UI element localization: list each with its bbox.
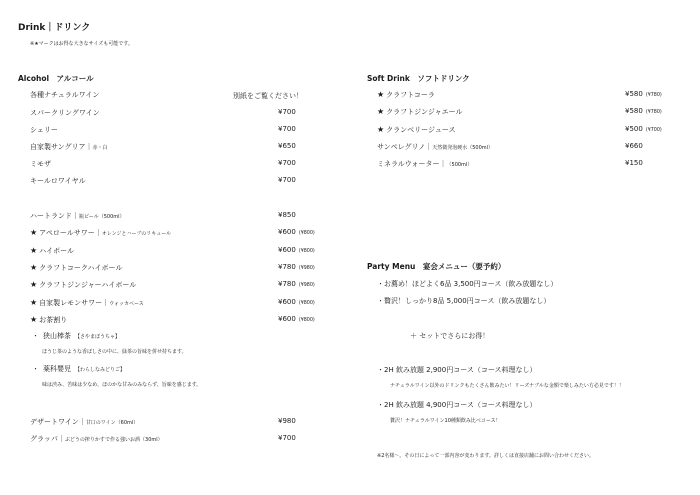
separator: ｜	[439, 160, 447, 169]
alcohol-a-sub: 赤・白	[92, 145, 108, 151]
soft-label: ミネラルウォーター	[377, 160, 440, 169]
alcohol-a-label: シェリー	[30, 126, 58, 134]
star-icon: ★	[377, 90, 385, 99]
soft-label: サンペレグリノ	[377, 142, 426, 151]
set-note: ＋ セットでさらにお得！	[410, 332, 490, 340]
alcohol-b-item	[30, 228, 171, 238]
price-value: ¥980	[278, 417, 296, 425]
tea-item	[32, 364, 125, 374]
alcohol-a-item	[30, 176, 86, 186]
alcohol-a-label: ミモザ	[30, 160, 51, 168]
price-value: ¥700	[278, 159, 296, 167]
alcohol-heading: Alcohol アルコール	[18, 74, 94, 83]
alcohol-b-price	[278, 211, 296, 219]
alcohol-b-label: ハイボール	[39, 246, 75, 255]
alcohol-c-sub: ぶどうの搾りかすで作る強いお酒（30ml）	[64, 437, 163, 443]
large-size-price: (¥980)	[298, 265, 315, 271]
natural-wine-note: 別紙をご覧ください！	[233, 92, 303, 100]
large-size-price: (¥800)	[298, 300, 315, 306]
large-size-price: (¥800)	[298, 248, 315, 254]
price-value: ¥650	[278, 142, 296, 150]
alcohol-c-item	[30, 434, 163, 444]
price-value: ¥700	[278, 434, 296, 442]
alcohol-b-price	[278, 280, 315, 288]
tea-label: 薬科嬰児	[43, 365, 71, 373]
tea-item	[32, 331, 120, 341]
alcohol-b-item	[30, 315, 67, 325]
page-title: Drink｜ドリンク	[18, 23, 91, 33]
alcohol-b-price	[278, 228, 315, 236]
price-value: ¥600	[278, 297, 296, 306]
alcohol-c-label: グラッパ	[30, 435, 58, 443]
star-icon: ★	[30, 297, 38, 307]
alcohol-c-price	[278, 417, 296, 425]
alcohol-b-label: 自家製レモンサワー	[39, 298, 103, 307]
star-icon: ★	[30, 314, 38, 324]
price-value: ¥700	[278, 108, 296, 116]
alcohol-b-item	[30, 263, 122, 273]
soft-label: クラフトジンジャエール	[386, 108, 463, 117]
star-icon: ★	[30, 280, 38, 290]
alcohol-b-label: クラフトコークハイボール	[39, 263, 123, 272]
alcohol-a-price	[278, 142, 296, 150]
soft-price	[625, 159, 643, 167]
soft-price	[625, 142, 643, 150]
alcohol-a-price	[278, 176, 296, 184]
alcohol-b-price	[278, 298, 315, 306]
party-heading: Party Menu 宴会メニュー（要予約）	[367, 262, 506, 271]
price-value: ¥700	[278, 125, 296, 133]
alcohol-a-label: 自家製サングリア	[30, 143, 86, 151]
soft-sub: （500ml）	[446, 162, 473, 169]
star-icon: ★	[30, 245, 38, 255]
large-size-price: (¥780)	[645, 93, 662, 98]
alcohol-b-sub: オレンジとハーブのリキュール	[101, 231, 172, 238]
natural-wine-label: 各種ナチュラルワイン	[30, 91, 100, 99]
separator: ｜	[57, 435, 65, 443]
party-course-2: ・贅沢！しっかり8品 5,000円コース（飲み放題なし）	[377, 297, 551, 305]
drink-plan-1-desc: ナチュラルワイン以外のドリンクもたくさん飲みたい！リーズナブルな金額で楽しみたい方必見です！！	[390, 383, 624, 389]
soft-label: クランベリージュース	[386, 125, 456, 134]
alcohol-a-price	[278, 108, 296, 116]
alcohol-a-price	[278, 159, 296, 167]
soft-item	[377, 90, 435, 100]
soft-heading: Soft Drink ソフトドリンク	[367, 74, 470, 83]
alcohol-c-sub: 甘口のワイン（60ml）	[85, 420, 139, 426]
alcohol-b-price	[278, 246, 315, 254]
separator: ｜	[78, 418, 86, 426]
alcohol-b-label: ハートランド	[30, 212, 72, 220]
separator: ｜	[425, 142, 433, 151]
soft-item	[377, 142, 493, 152]
alcohol-b-label: アペロールサワー	[39, 229, 95, 238]
soft-price	[625, 90, 662, 98]
alcohol-b-sub: 瓶ビール（500ml）	[79, 214, 125, 220]
separator: ｜	[85, 143, 93, 151]
star-icon: ★	[377, 124, 385, 134]
alcohol-a-item	[30, 108, 100, 118]
tea-reading: 【わらしなみどりご】	[75, 367, 126, 373]
price-value: ¥150	[625, 159, 643, 168]
soft-item	[377, 125, 456, 135]
bullet-icon: ・	[32, 365, 39, 373]
alcohol-a-item	[30, 159, 51, 169]
alcohol-a-price	[278, 125, 296, 133]
alcohol-a-label: スパークリングワイン	[30, 109, 100, 117]
price-value: ¥600	[278, 314, 296, 323]
alcohol-a-label: キールロワイヤル	[30, 177, 86, 185]
drink-plan-1: ・2H 飲み放題 2,900円コース（コース料理なし）	[377, 366, 537, 374]
star-icon: ★	[30, 228, 38, 238]
bullet-icon: ・	[32, 332, 39, 340]
party-course-1: ・お薦め！ほどよく6品 3,500円コース（飲み放題なし）	[377, 280, 558, 288]
price-value: ¥500	[625, 124, 643, 133]
alcohol-b-sub: ウォッカベース	[109, 300, 144, 307]
price-value: ¥780	[278, 280, 296, 289]
large-size-price: (¥700)	[645, 127, 662, 133]
alcohol-c-item	[30, 417, 138, 427]
alcohol-b-label: クラフトジンジャーハイボール	[39, 281, 137, 290]
tea-label: 狭山棒茶	[43, 332, 71, 340]
large-size-price: (¥780)	[645, 110, 662, 116]
alcohol-b-price	[278, 263, 315, 271]
tea-reading: 【さやまぼうちゃ】	[75, 334, 121, 340]
price-value: ¥580	[625, 90, 643, 98]
soft-sub: 天然微発泡硬水（500ml）	[432, 144, 494, 151]
price-value: ¥660	[625, 141, 643, 150]
separator: ｜	[72, 212, 79, 220]
price-value: ¥600	[278, 245, 296, 254]
price-value: ¥850	[278, 211, 296, 219]
soft-price	[625, 107, 662, 115]
tea-desc: 味は渋み、苦味は少なめ、ほのかな甘みのみならず、旨味を感じます。	[42, 382, 202, 388]
separator: ｜	[94, 229, 102, 238]
drink-plan-2-desc: 贅沢！ナチュラルワイン10種類飲み比べコース！	[390, 418, 501, 424]
alcohol-a-item	[30, 142, 108, 152]
header-note: ※★マークはお得な大きなサイズも可能です。	[30, 41, 133, 47]
alcohol-b-item	[30, 280, 136, 290]
star-icon: ★	[377, 107, 385, 117]
alcohol-a-item	[30, 125, 58, 135]
alcohol-c-label: デザートワイン	[30, 418, 79, 426]
tea-desc: ほうじ茶のような香ばしさの中に、緑茶の旨味を併せ持ちます。	[42, 349, 187, 355]
alcohol-b-label: お茶割り	[39, 315, 68, 324]
alcohol-b-price	[278, 315, 315, 323]
alcohol-b-item	[30, 246, 74, 256]
alcohol-b-item	[30, 298, 144, 308]
soft-price	[625, 125, 662, 133]
alcohol-b-item	[30, 211, 125, 221]
price-value: ¥780	[278, 262, 296, 271]
drink-plan-2: ・2H 飲み放題 4,900円コース（コース料理なし）	[377, 401, 537, 409]
price-value: ¥600	[278, 228, 296, 237]
alcohol-c-price	[278, 434, 296, 442]
large-size-price: (¥800)	[298, 231, 315, 237]
separator: ｜	[102, 298, 110, 307]
large-size-price: (¥800)	[298, 317, 315, 323]
price-value: ¥580	[625, 107, 643, 116]
large-size-price: (¥980)	[298, 283, 315, 289]
soft-item	[377, 107, 463, 117]
soft-label: クラフトコーラ	[386, 91, 435, 99]
star-icon: ★	[30, 262, 38, 272]
price-value: ¥700	[278, 176, 296, 184]
soft-item	[377, 159, 472, 169]
party-footnote: ※2名様〜。その日によって一部内容が変わります。詳しくは直接店舗にお問い合わせください。	[377, 453, 594, 459]
